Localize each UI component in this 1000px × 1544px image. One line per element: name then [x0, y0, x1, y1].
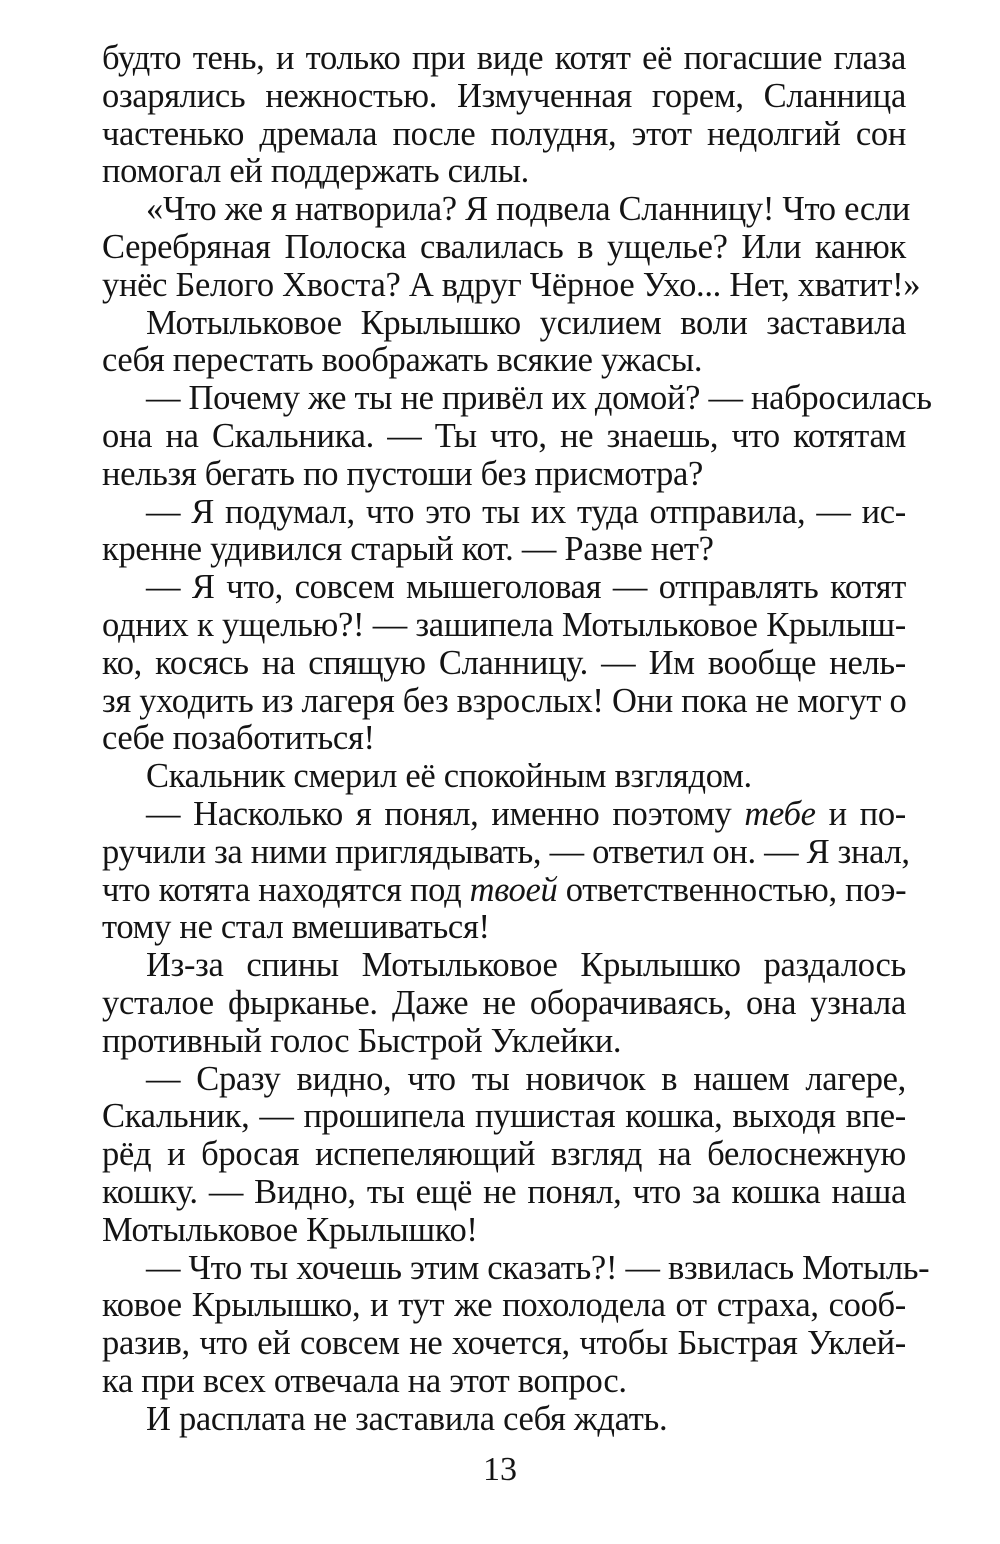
- page-number: 13: [483, 1451, 517, 1488]
- text-line: себе позаботиться!: [102, 719, 375, 758]
- text-line: Скальник смерил её спокойным взглядом.: [146, 757, 752, 796]
- text-line: Скальник, — прошипела пушистая кошка, выходя впе-: [102, 1097, 906, 1136]
- text-line: — Сразу видно, что ты новичок в нашем лагере,: [146, 1059, 906, 1098]
- text-line: противный голос Быстрой Уклейки.: [102, 1021, 622, 1060]
- text-line: — Я подумал, что это ты их туда отправила, — ис-: [146, 492, 906, 531]
- text-line: ко, косясь на спящую Сланницу. — Им вообще нель-: [102, 643, 906, 682]
- text-line: она на Скальника. — Ты что, не знаешь, что котятам: [102, 416, 906, 455]
- text-line: одних к ущелью?! — зашипела Мотыльковое Крылыш-: [102, 605, 906, 644]
- text-line: усталое фырканье. Даже не оборачиваясь, она узнала: [102, 983, 906, 1022]
- text-line: ручили за ними приглядывать, — ответил он. — Я знал,: [102, 832, 910, 871]
- text-line: «Что же я натворила? Я подвела Сланницу! Что если: [146, 190, 911, 229]
- text-line: Из-за спины Мотыльковое Крылышко раздалось: [146, 946, 906, 985]
- text-line: кошку. — Видно, ты ещё не понял, что за кошка наша: [102, 1172, 906, 1211]
- text-line: рёд и бросая испепеляющий взгляд на белоснежную: [102, 1135, 906, 1174]
- text-fragment: что котята находятся под: [102, 870, 470, 909]
- text-fragment: — Насколько я понял, именно поэтому: [146, 794, 745, 833]
- text-line: разив, что ей совсем не хочется, чтобы Быстрая Уклей-: [102, 1324, 906, 1363]
- text-line: тому не стал вмешиваться!: [102, 908, 490, 947]
- italic-word: твоей: [469, 870, 558, 909]
- text-line: кренне удивился старый кот. — Разве нет?: [102, 530, 714, 569]
- text-line: [102, 872, 906, 910]
- text-line: ковое Крылышко, и тут же похолодела от страха, сооб-: [102, 1286, 906, 1325]
- text-line: — Я что, совсем мышеголовая — отправлять котят: [146, 568, 906, 607]
- text-line: частенько дремала после полудня, этот недолгий сон: [102, 114, 906, 153]
- text-fragment: и по-: [815, 794, 906, 833]
- text-line: — Что ты хочешь этим сказать?! — взвилась Мотыль-: [146, 1248, 930, 1287]
- text-line: помогал ей поддержать силы.: [102, 152, 529, 191]
- text-line: Серебряная Полоска свалилась в ущелье? Или канюк: [102, 227, 906, 266]
- text-line: зя уходить из лагеря без взрослых! Они пока не могут о: [102, 681, 907, 720]
- italic-word: тебе: [744, 794, 816, 833]
- text-line: — Почему же ты не привёл их домой? — набросилась: [146, 379, 932, 418]
- text-line: озарялись нежностью. Измученная горем, Сланница: [102, 76, 906, 115]
- text-line: нельзя бегать по пустоши без присмотра?: [102, 454, 704, 493]
- text-line: [102, 796, 906, 834]
- text-line: себя перестать воображать всякие ужасы.: [102, 341, 703, 380]
- text-line: ка при всех отвечала на этот вопрос.: [102, 1361, 627, 1400]
- text-line: Мотыльковое Крылышко!: [102, 1210, 478, 1249]
- text-line: унёс Белого Хвоста? А вдруг Чёрное Ухо... Нет, хватит!»: [102, 265, 921, 304]
- text-line: будто тень, и только при виде котят её погасшие глаза: [102, 39, 906, 77]
- text-line: И расплата не заставила себя ждать.: [146, 1399, 668, 1438]
- body-text: [102, 39, 932, 1438]
- text-line: Мотыльковое Крылышко усилием воли заставила: [146, 303, 906, 342]
- text-fragment: ответственностью, поэ-: [557, 870, 907, 909]
